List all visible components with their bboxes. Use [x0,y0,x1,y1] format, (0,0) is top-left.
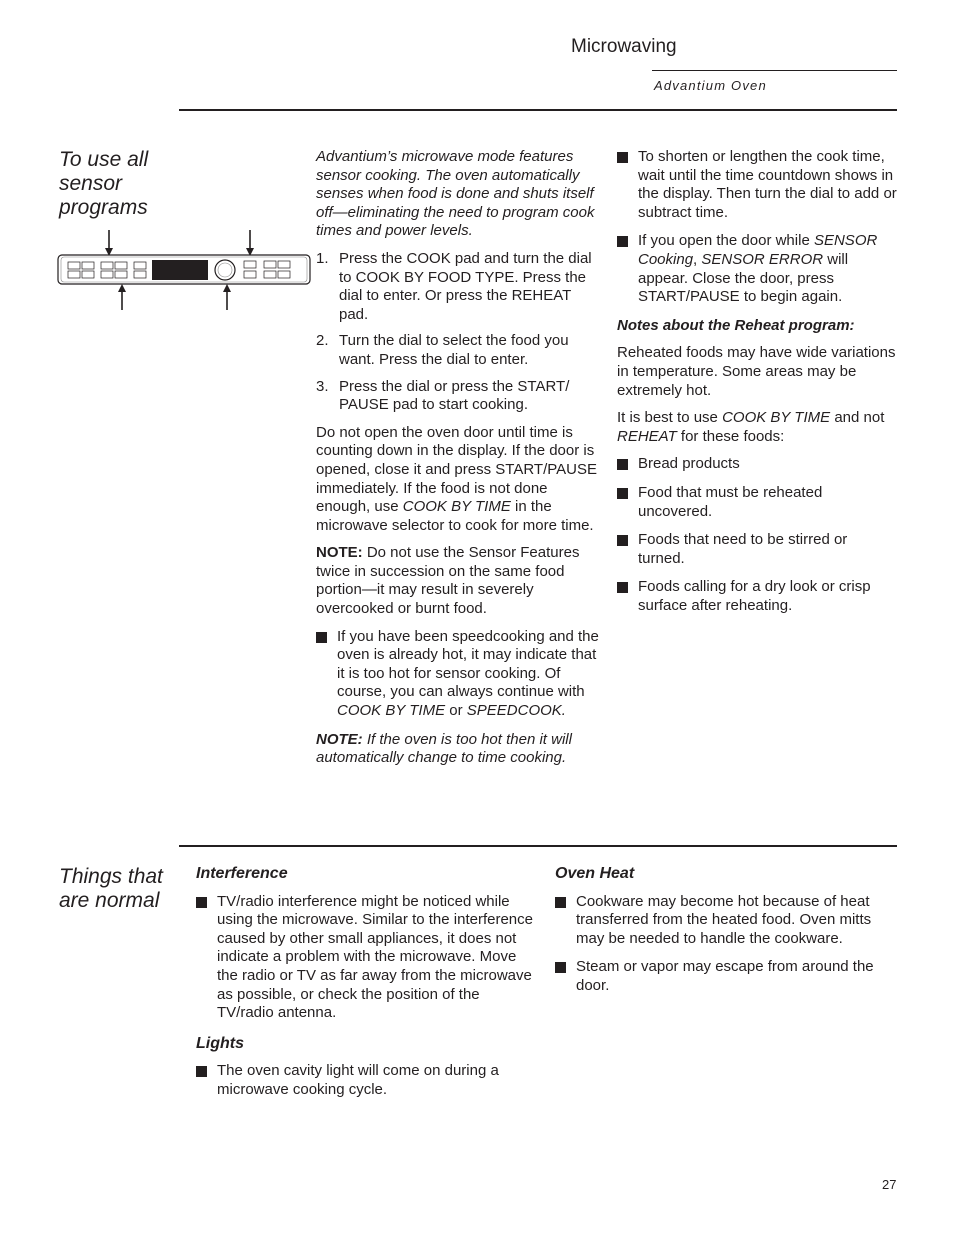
lights-heading: Lights [196,1034,244,1052]
door-para-text: Do not open the oven door until time is counting down in the display. If the door is opened, close it and press START/PAUSE immediately. If the food is not done enough, use [316,423,597,516]
step-text: Turn the dial to select the food you want. Press the dial to enter. [339,332,569,368]
food-bullet: Foods that need to be stirred or turned. [617,531,897,568]
reheat-heading: Notes about the Reheat program: [617,316,855,334]
reheat-paragraph-2 [617,409,897,446]
door-open-bullet [617,232,897,306]
door-para-cook-by-time: COOK BY TIME [402,498,511,516]
bullet-text: If you open the door while [638,232,810,250]
para-and-not: and not [834,409,885,427]
step-3 [316,378,599,415]
bullet-or: or [449,702,463,720]
step-number: 1. [316,249,329,267]
interference-heading: Interference [196,865,288,882]
food-bullet: Bread products [617,455,897,474]
shorten-bullet: To shorten or lengthen the cook time, wait until the time countdown shows in the display. Then turn the dial to add or subtract time. [617,148,897,222]
step-number: 2. [316,332,329,350]
note-1 [316,544,599,618]
food-bullet: Food that must be reheated uncovered. [617,484,897,521]
para-reheat: REHEAT [617,427,677,445]
normal-left-column [196,865,538,1110]
para-text: It is best to use [617,409,718,427]
lights-bullet: The oven cavity light will come on during a microwave cooking cycle. [196,1062,538,1099]
header-rule [652,70,897,71]
reheat-paragraph-1: Reheated foods may have wide variations in temperature. Some areas may be extremely hot. [617,344,896,399]
page-section-title: Microwaving [571,36,677,57]
note-2 [316,731,599,768]
step-1 [316,250,599,324]
panel-display [152,260,208,280]
page-number: 27 [882,1177,897,1192]
bullet-cook-by-time: COOK BY TIME [337,702,446,720]
bullet-period: . [561,702,566,720]
step-text: Press the dial or press the START/ PAUSE pad to start cooking. [339,377,570,414]
section-divider-middle [179,845,897,847]
door-para-text-end: in the microwave selector to cook for more time. [316,498,594,534]
page-subtitle: Advantium Oven [654,78,767,93]
normal-right-column [555,865,897,1006]
food-bullet: Foods calling for a dry look or crisp surface after reheating. [617,578,897,615]
oven-heat-heading: Oven Heat [555,865,635,882]
step-2 [316,332,599,369]
note-label: NOTE: [316,730,363,748]
oven-heat-bullet: Steam or vapor may escape from around the door. [555,958,897,995]
step-text: Press the COOK pad and turn the dial to COOK BY FOOD TYPE. Press the dial to enter. Or press the REHEAT pad. [339,249,592,323]
bullet-sensor-error: SENSOR ERROR [701,250,824,268]
speedcook-bullet [316,628,599,721]
interference-bullet: TV/radio interference might be noticed while using the microwave. Similar to the interference caused by other small appliances, it does not indicate a problem with the microwave. Move the radio or TV as far away from the microwave as possible, or check the position of the TV/radio antenna. [196,893,538,1023]
bullet-comma: , [693,250,698,268]
normal-section-heading: Things that are normal [59,865,163,912]
control-panel-illustration [52,226,314,312]
sensor-middle-column [316,148,599,777]
bullet-sensor-cooking: SENSOR Cooking [638,232,878,268]
sensor-section-heading: To use all sensor programs [59,148,149,219]
section-divider-top [179,109,897,111]
para-cook-by-time: COOK BY TIME [722,409,831,427]
note-text: If the oven is too hot then it will automatically change to time cooking. [316,730,572,767]
bullet-text-end: will appear. Close the door, press START/PAUSE to begin again. [638,250,849,306]
sensor-right-column [617,148,897,625]
sensor-intro: Advantium’s microwave mode features sensor cooking. The oven automatically senses when food is done and shuts itself off—eliminating the need to program cook times and power levels. [316,148,595,240]
oven-heat-bullet: Cookware may become hot because of heat transferred from the heated food. Oven mitts may be needed to handle the cookware. [555,893,897,949]
note-text: Do not use the Sensor Features twice in succession on the same food portion—it may result in severely overcooked or burnt food. [316,544,580,618]
bullet-text: If you have been speedcooking and the oven is already hot, it may indicate that it is too hot for sensor cooking. Of course, you can always continue with [337,627,599,701]
note-label: NOTE: [316,544,363,562]
step-number: 3. [316,377,329,395]
door-paragraph [316,424,599,536]
para-text-end: for these foods: [680,427,785,445]
bullet-speedcook: SPEEDCOOK [466,702,562,720]
